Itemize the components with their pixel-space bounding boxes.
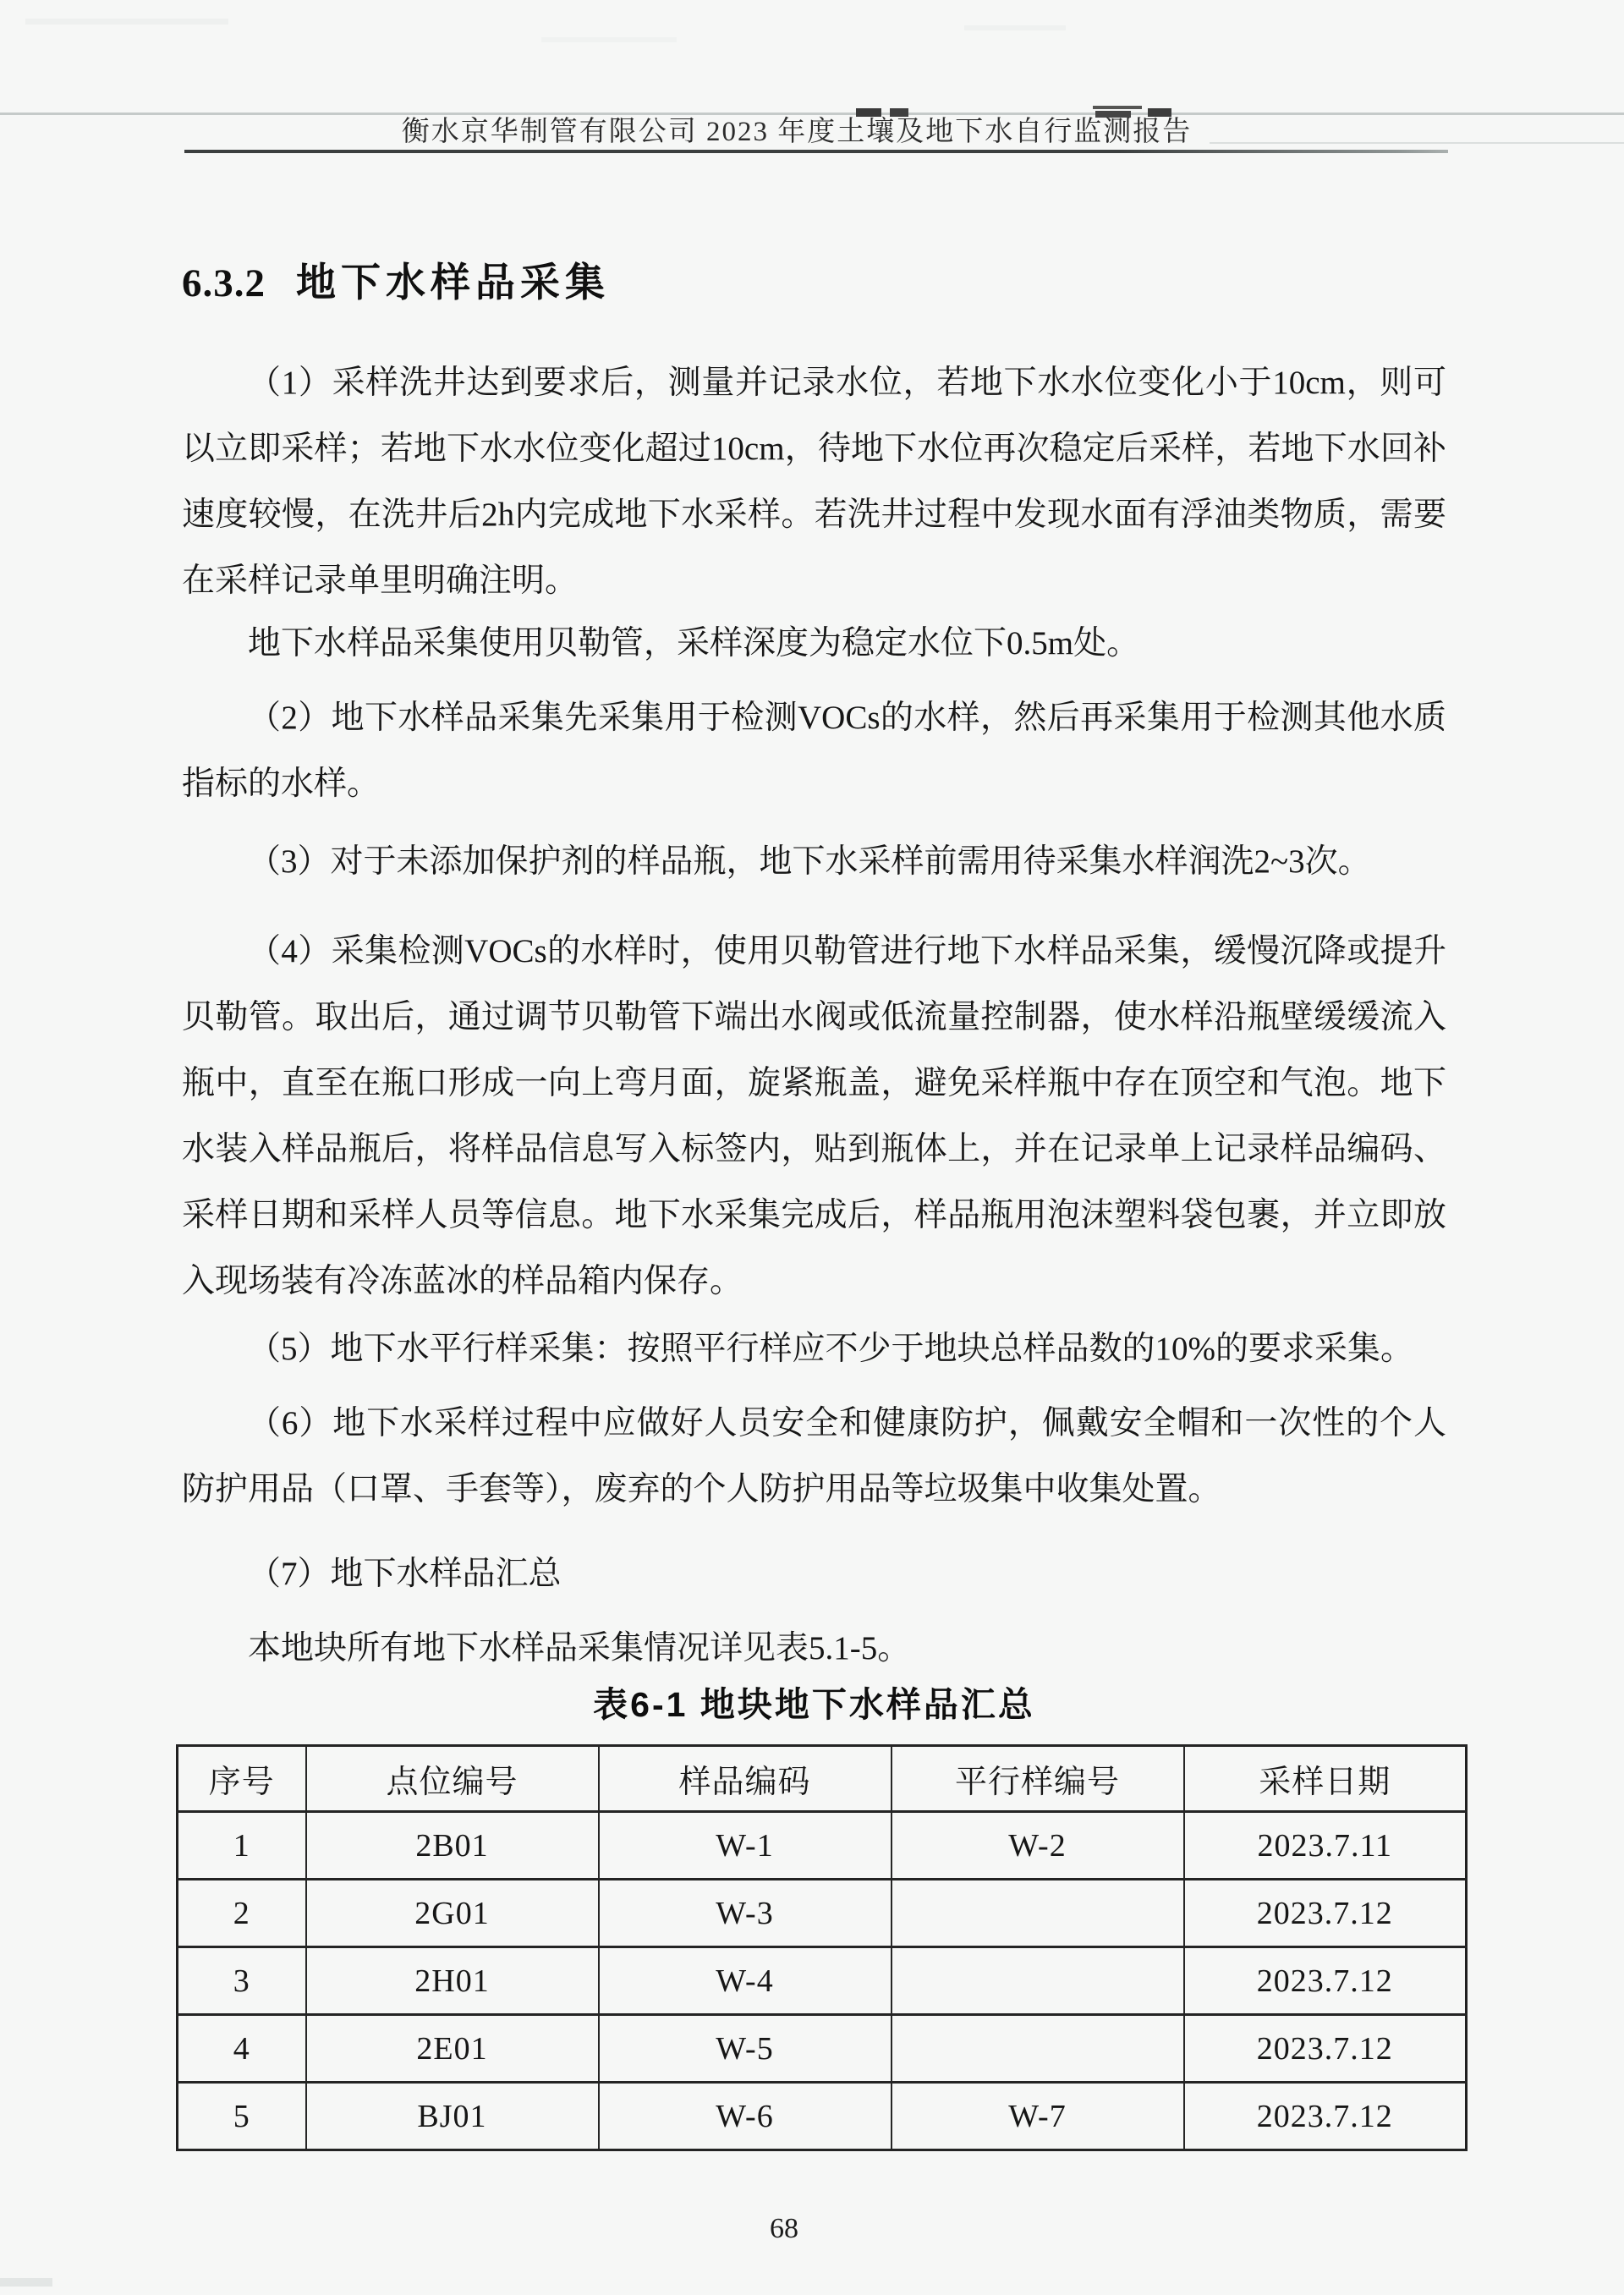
- paragraph-7: （7）地下水样品汇总: [248, 1556, 562, 1592]
- table-header-cell: 点位编号: [306, 1746, 599, 1812]
- table-caption: 表6-1 地块地下水样品汇总: [593, 1685, 1035, 1724]
- table-cell: W-7: [892, 2083, 1184, 2150]
- table-cell: 1: [178, 1812, 306, 1880]
- table-cell: 2023.7.12: [1184, 1880, 1467, 1947]
- table-cell: 3: [178, 1947, 306, 2015]
- table-cell: 2023.7.12: [1184, 2083, 1467, 2150]
- table-row: [178, 2083, 1467, 2150]
- paragraph-5: （5）地下水平行样采集：按照平行样应不少于地块总样品数的10%的要求采集。: [248, 1331, 1413, 1367]
- table-header-cell: 采样日期: [1184, 1746, 1467, 1812]
- page-number: 68: [770, 2213, 798, 2244]
- table-cell: W-4: [599, 1947, 892, 2015]
- table-header-cell: 样品编码: [599, 1746, 892, 1812]
- table-cell: W-5: [599, 2015, 892, 2083]
- table-cell: 4: [178, 2015, 306, 2083]
- table-cell: W-2: [892, 1812, 1184, 1880]
- section-heading: [182, 255, 610, 310]
- table-cell: 2B01: [306, 1812, 599, 1880]
- table-row: [178, 1947, 1467, 2015]
- table-cell: 2G01: [306, 1880, 599, 1947]
- paragraph-2: （2）地下水样品采集先采集用于检测VOCs的水样，然后再采集用于检测其他水质指标的水样。: [182, 700, 1446, 802]
- scan-speck: [25, 19, 228, 25]
- table-cell: [892, 1947, 1184, 2015]
- section-title: 地下水样品采集: [296, 260, 610, 305]
- table-cell: 5: [178, 2083, 306, 2150]
- paragraph-bailer: 地下水样品采集使用贝勒管，采样深度为稳定水位下0.5m处。: [248, 625, 1140, 662]
- report-header-title: 衡水京华制管有限公司 2023 年度土壤及地下水自行监测报告: [401, 117, 1193, 147]
- paragraph-4: （4）采集检测VOCs的水样时，使用贝勒管进行地下水样品采集，缓慢沉降或提升贝勒管。取出后，通过调节贝勒管下端出水阀或低流量控制器，使水样沿瓶壁缓缓流入瓶中，直至在瓶口形成一向上弯月面，旋紧瓶盖，避免采样瓶中存在顶空和气泡。地下水装入样品瓶后，将样品信息写入标签内，贴到瓶体上，并在记录单上记录样品编码、采样日期和采样人员等信息。地下水采集完成后，样品瓶用泡沫塑料袋包裹，并立即放入现场装有冷冻蓝冰的样品箱内保存。: [182, 933, 1446, 1299]
- table-row: [178, 2015, 1467, 2083]
- groundwater-samples-table: [176, 1744, 1468, 2151]
- header-underline: [184, 150, 1448, 153]
- table-header-row: [178, 1746, 1467, 1812]
- table-cell: 2023.7.12: [1184, 1947, 1467, 2015]
- paragraph-summary: 本地块所有地下水样品采集情况详见表5.1-5。: [248, 1630, 911, 1666]
- table-header-cell: 平行样编号: [892, 1746, 1184, 1812]
- section-number: 6.3.2: [182, 261, 266, 305]
- scan-artifact-smudge: [0, 2278, 52, 2287]
- table-cell: BJ01: [306, 2083, 599, 2150]
- paragraph-6: （6）地下水采样过程中应做好人员安全和健康防护，佩戴安全帽和一次性的个人防护用品（口罩、手套等），废弃的个人防护用品等垃圾集中收集处置。: [182, 1405, 1446, 1507]
- table-header-cell: 序号: [178, 1746, 306, 1812]
- scan-speck: [541, 37, 677, 42]
- table-cell: [892, 1880, 1184, 1947]
- scan-artifact-blot: [1093, 106, 1142, 109]
- table-row: [178, 1812, 1467, 1880]
- table-cell: W-1: [599, 1812, 892, 1880]
- table-row: [178, 1880, 1467, 1947]
- paragraph-1: （1）采样洗井达到要求后，测量并记录水位，若地下水水位变化小于10cm，则可以立即采样；若地下水水位变化超过10cm，待地下水位再次稳定后采样，若地下水回补速度较慢，在洗井后2h内完成地下水采样。若洗井过程中发现水面有浮油类物质，需要在采样记录单里明确注明。: [182, 365, 1446, 599]
- table-cell: 2023.7.12: [1184, 2015, 1467, 2083]
- scan-speck: [964, 25, 1066, 30]
- table-cell: 2H01: [306, 1947, 599, 2015]
- table-cell: W-6: [599, 2083, 892, 2150]
- table-cell: 2023.7.11: [1184, 1812, 1467, 1880]
- table-cell: 2: [178, 1880, 306, 1947]
- paragraph-3: （3）对于未添加保护剂的样品瓶，地下水采样前需用待采集水样润洗2~3次。: [248, 843, 1371, 880]
- table-cell: W-3: [599, 1880, 892, 1947]
- table-cell: [892, 2015, 1184, 2083]
- table-cell: 2E01: [306, 2015, 599, 2083]
